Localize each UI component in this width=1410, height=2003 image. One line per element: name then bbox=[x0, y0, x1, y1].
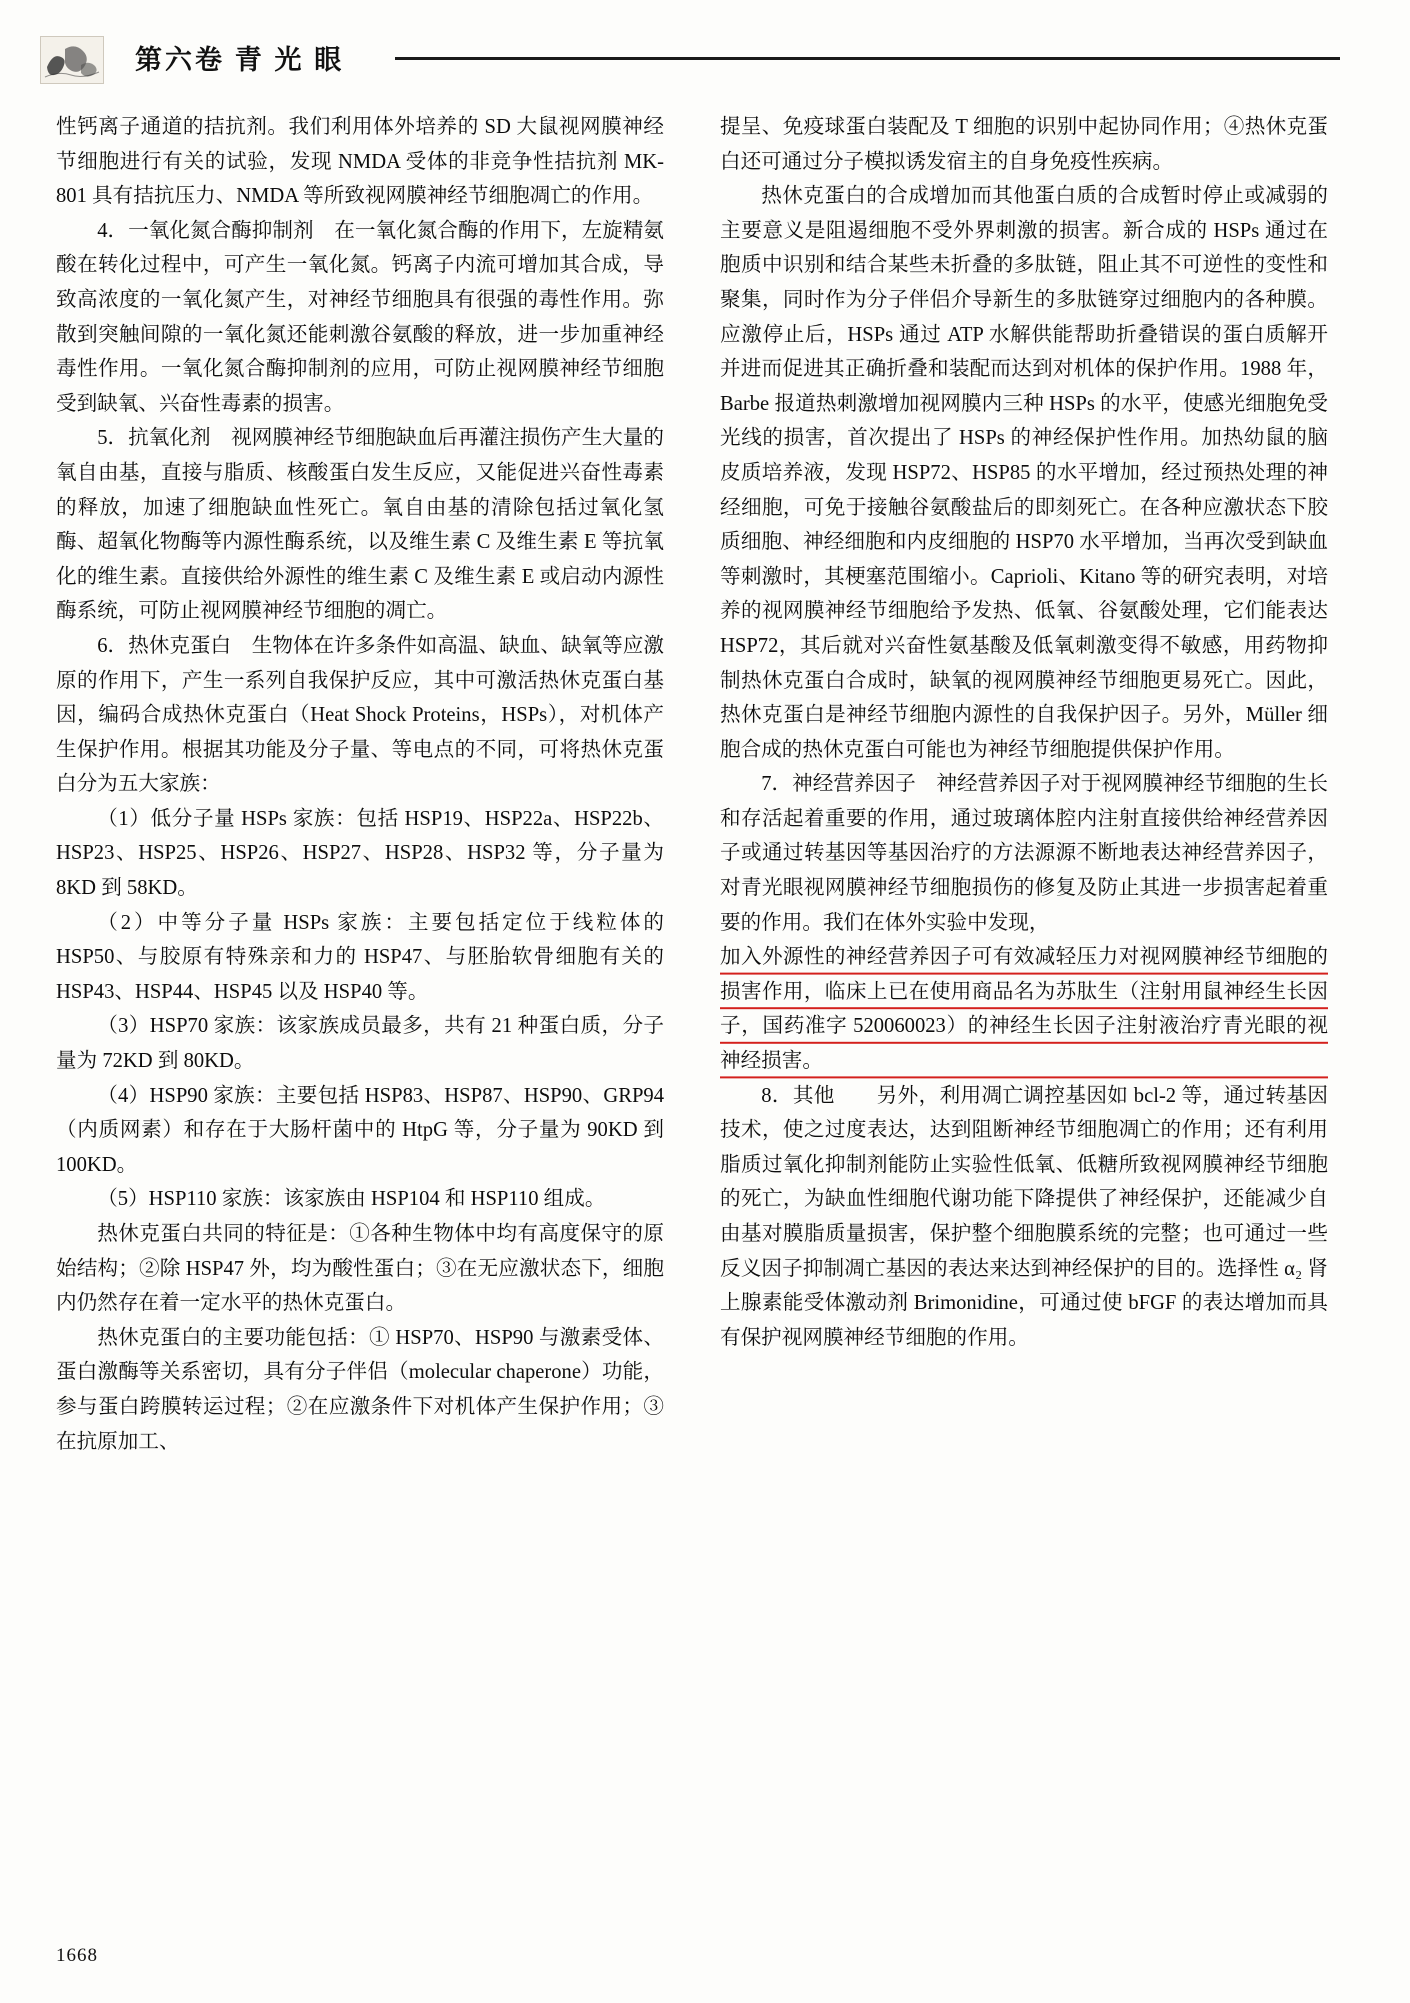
left-column bbox=[56, 110, 664, 1893]
paragraph-hsp-family-5: （5）HSP110 家族：该家族由 HSP104 和 HSP110 组成。 bbox=[97, 1188, 606, 1211]
paragraph-calcium-antagonist: 性钙离子通道的拮抗剂。我们利用体外培养的 SD 大鼠视网膜神经节细胞进行有关的试验，发现 NMDA 受体的非竞争性拮抗剂 MK-801 具有拮抗压力、NMDA 等所致视网膜神经节细胞凋亡的作用。 bbox=[56, 116, 664, 208]
paragraph-hsp-family-2: （2）中等分子量 HSPs 家族：主要包括定位于线粒体的 HSP50、与胶原有特殊亲和力的 HSP47、与胚胎软骨细胞有关的 HSP43、HSP44、HSP45 以及 HSP40 等。 bbox=[56, 911, 664, 1003]
page-title: 第六卷 青 光 眼 bbox=[135, 45, 345, 75]
right-column bbox=[720, 110, 1328, 1893]
paragraph-item-7-marked-passage bbox=[720, 940, 1328, 1078]
paragraph-hsp-family-1: （1）低分子量 HSPs 家族：包括 HSP19、HSP22a、HSP22b、HSP23、HSP25、HSP26、HSP27、HSP28、HSP32 等，分子量为 8KD 到 58KD。 bbox=[56, 807, 664, 900]
paragraph-hsp-synthesis: 热休克蛋白的合成增加而其他蛋白质的合成暂时停止或减弱的主要意义是阻遏细胞不受外界刺激的损害。新合成的 HSPs 通过在胞质中识别和结合某些未折叠的多肽链，阻止其不可逆性的变性和聚集，同时作为分子伴侣介导新生的多肽链穿过细胞内的各种膜。应激停止后，HSPs 通过 ATP 水解供能帮助折叠错误的蛋白质解开并进而促进其正确折叠和装配而达到对机体的保护作用。1988 年，Barbe 报道热刺激增加视网膜内三种 HSPs 的水平，使感光细胞免受光线的损害，首次提出了 HSPs 的神经保护性作用。加热幼鼠的脑皮质培养液，发现 HSP72、HSP85 的水平增加，经过预热处理的神经细胞，可免于接触谷氨酸盐后的即刻死亡。在各种应激状态下胶质细胞、神经细胞和内皮细胞的 HSP70 水平增加，当再次受到缺血等刺激时，其梗塞范围缩小。Caprioli、Kitano 等的研究表明，对培养的视网膜神经节细胞给予发热、低氧、谷氨酸处理，它们能表达 HSP72，其后就对兴奋性氨基酸及低氧刺激变得不敏感，用药物抑制热休克蛋白合成时，缺氧的视网膜神经节细胞更易死亡。因此，热休克蛋白是神经节细胞内源性的自我保护因子。另外，Müller 细胞合成的热休克蛋白可能也为神经节细胞提供保护作用。 bbox=[720, 185, 1328, 761]
paragraph-antigen-presentation: 提呈、免疫球蛋白装配及 T 细胞的识别中起协同作用；④热休克蛋白还可通过分子模拟诱发宿主的自身免疫性疾病。 bbox=[720, 116, 1328, 173]
paragraph-hsp-family-3: （3）HSP70 家族：该家族成员最多，共有 21 种蛋白质，分子量为 72KD 到 80KD。 bbox=[56, 1015, 664, 1073]
paragraph-hsp-main-functions: 热休克蛋白的主要功能包括：① HSP70、HSP90 与激素受体、蛋白激酶等关系密切，具有分子伴侣（molecular chaperone）功能，参与蛋白跨膜转运过程；②在应激条件下对机体产生保护作用；③在抗原加工、 bbox=[56, 1326, 664, 1453]
body-columns bbox=[56, 110, 1354, 1893]
page-number: 1668 bbox=[56, 1945, 98, 1966]
paragraph-item-5-antioxidant: 5．抗氧化剂 视网膜神经节细胞缺血后再灌注损伤产生大量的氧自由基，直接与脂质、核酸蛋白发生反应，又能促进兴奋性毒素的释放，加速了细胞缺血性死亡。氧自由基的清除包括过氧化氢酶、超氧化物酶等内源性酶系统，以及维生素 C 及维生素 E 等抗氧化的维生素。直接供给外源性的维生素 C 及维生素 E 或启动内源性酶系统，可防止视网膜神经节细胞的凋亡。 bbox=[56, 427, 664, 623]
paragraph-hsp-family-4: （4）HSP90 家族：主要包括 HSP83、HSP87、HSP90、GRP94（内质网素）和存在于大肠杆菌中的 HtpG 等，分子量为 90KD 到 100KD。 bbox=[56, 1084, 664, 1176]
paragraph-item-7-neurotrophic-factor: 7．神经营养因子 神经营养因子对于视网膜神经节细胞的生长和存活起着重要的作用，通过玻璃体腔内注射直接供给神经营养因子或通过转基因等基因治疗的方法源源不断地表达神经营养因子，对青光眼视网膜神经节细胞损伤的修复及防止其进一步损害起着重要的作用。我们在体外实验中发现， bbox=[720, 773, 1328, 934]
header-divider bbox=[395, 57, 1340, 60]
page-header bbox=[40, 30, 1340, 92]
highlighted-passage: 加入外源性的神经营养因子可有效减轻压力对视网膜神经节细胞的损害作用，临床上已在使用商品名为苏肽生（注射用鼠神经生长因子，国药准字 520060023）的神经生长因子注射液治疗青光眼的视神经损害。 bbox=[720, 946, 1328, 1073]
paragraph-item-6-heat-shock-protein: 6．热休克蛋白 生物体在许多条件如高温、缺血、缺氧等应激原的作用下，产生一系列自我保护反应，其中可激活热休克蛋白基因，编码合成热休克蛋白（Heat Shock Proteins，HSPs），对机体产生保护作用。根据其功能及分子量、等电点的不同，可将热休克蛋白分为五大家族： bbox=[56, 634, 664, 796]
paragraph-item-4-nos-inhibitor: 4．一氧化氮合酶抑制剂 在一氧化氮合酶的作用下，左旋精氨酸在转化过程中，可产生一氧化氮。钙离子内流可增加其合成，导致高浓度的一氧化氮产生，对神经节细胞具有很强的毒性作用。弥散到突触间隙的一氧化氮还能刺激谷氨酸的释放，进一步加重神经毒性作用。一氧化氮合酶抑制剂的应用，可防止视网膜神经节细胞受到缺氧、兴奋性毒素的损害。 bbox=[56, 219, 664, 415]
paragraph-item-8-other: 8．其他 另外，利用凋亡调控基因如 bcl-2 等，通过转基因技术，使之过度表达，达到阻断神经节细胞凋亡的作用；还有利用脂质过氧化抑制剂能防止实验性低氧、低糖所致视网膜神经节细胞的死亡，为缺血性细胞代谢功能下降提供了神经保护，还能减少自由基对膜脂质量损害，保护整个细胞膜系统的完整；也可通过一些反义因子抑制凋亡基因的表达来达到神经保护的目的。选择性 α₂ 肾上腺素能受体激动剂 Brimonidine，可通过使 bFGF 的表达增加而具有保护视网膜神经节细胞的作用。 bbox=[720, 1084, 1328, 1349]
paragraph-hsp-common-features: 热休克蛋白共同的特征是：①各种生物体中均有高度保守的原始结构；②除 HSP47 外，均为酸性蛋白；③在无应激状态下，细胞内仍然存在着一定水平的热休克蛋白。 bbox=[56, 1223, 664, 1315]
decorative-seal-icon bbox=[40, 36, 104, 84]
